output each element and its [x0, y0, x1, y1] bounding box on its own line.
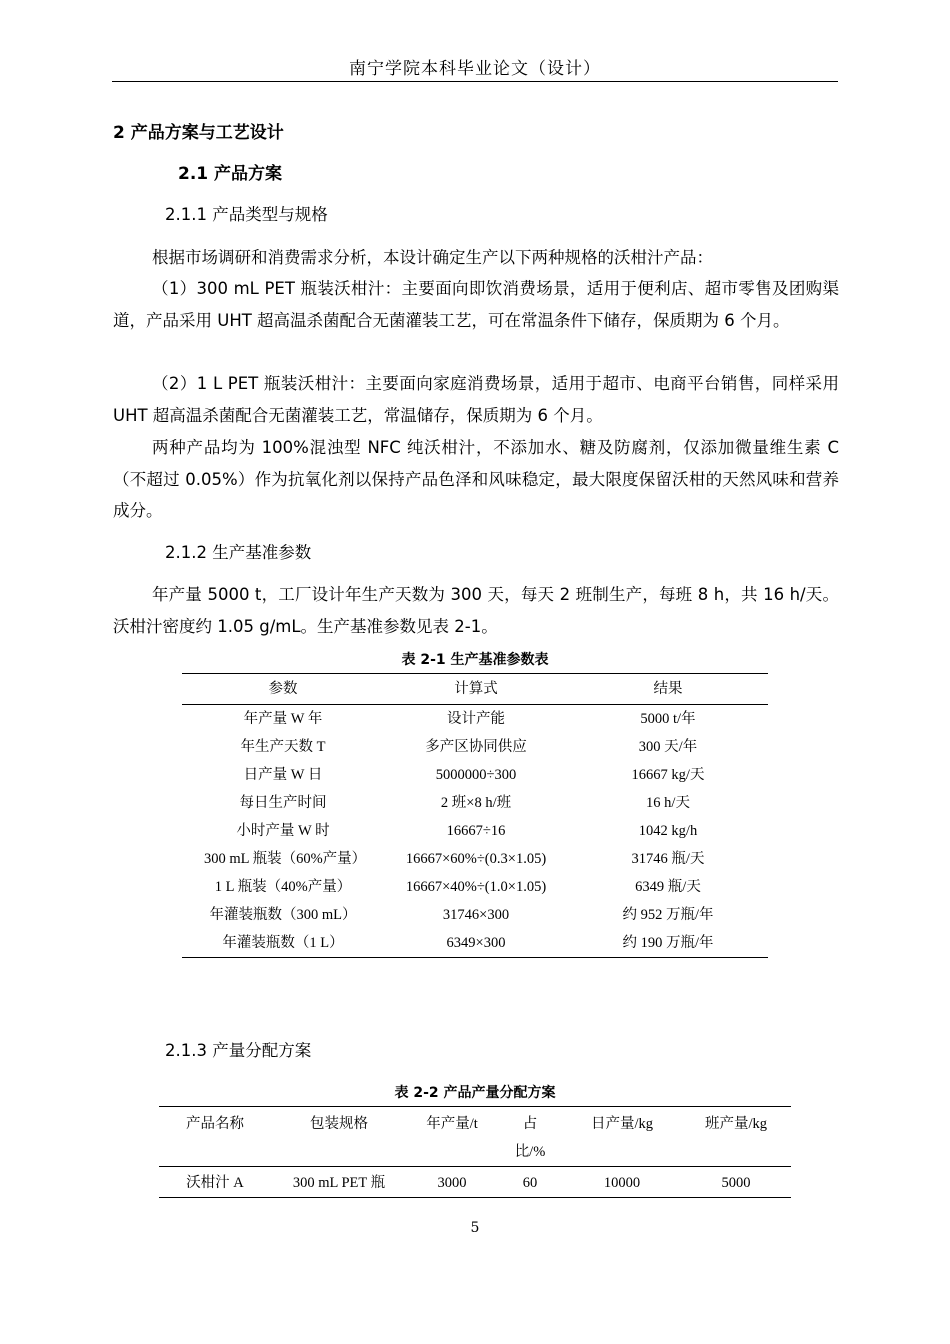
table-cell: 5000000÷300 — [435, 767, 517, 783]
section-heading: 2.1 产品方案 — [178, 164, 283, 184]
table-row — [182, 929, 768, 958]
table-cell: 10000 — [603, 1175, 641, 1191]
table-cell: 小时产量 W 时 — [236, 823, 330, 839]
table-cell: 16667÷16 — [446, 823, 506, 839]
table-row — [159, 1167, 791, 1198]
table-cell: 5000 t/年 — [640, 711, 696, 727]
table2-caption: 表 2-2 产品产量分配方案 — [394, 1085, 556, 1101]
running-header: 南宁学院本科毕业论文（设计） — [349, 59, 601, 79]
chapter-heading: 2 产品方案与工艺设计 — [113, 123, 284, 143]
table-row — [182, 817, 768, 845]
table-row — [182, 789, 768, 817]
table-cell: 3000 — [437, 1175, 467, 1191]
paragraph-product-desc: 两种产品均为 100%混浊型 NFC 纯沃柑汁，不添加水、糖及防腐剂，仅添加微量维生素 C（不超过 0.05%）作为抗氧化剂以保持产品色泽和风味稳定，最大限度保留沃柑的天然风味和营养成分。 — [113, 438, 839, 520]
table-row — [182, 761, 768, 789]
table-cell: 16 h/天 — [646, 795, 690, 811]
table-cell: 每日生产时间 — [239, 795, 327, 811]
table-cell: 300 mL PET 瓶 — [292, 1175, 386, 1191]
subsection-heading-parameters: 2.1.2 生产基准参数 — [165, 543, 312, 562]
column-header: 包装规格 — [271, 1107, 407, 1167]
table-cell: 6349×300 — [446, 935, 506, 951]
table-cell: 日产量 W 日 — [243, 767, 323, 783]
table-cell: 2 班×8 h/班 — [440, 795, 512, 811]
table-cell: 31746×300 — [442, 907, 510, 923]
table-cell: 多产区协同供应 — [425, 739, 527, 755]
table-row — [182, 845, 768, 873]
column-header: 产品名称 — [159, 1107, 271, 1167]
table-cell: 约 952 万瓶/年 — [622, 907, 714, 923]
table-row — [182, 733, 768, 761]
paragraph-parameters: 年产量 5000 t，工厂设计年生产天数为 300 天，每天 2 班制生产，每班 8 h，共 16 h/天。沃柑汁密度约 1.05 g/mL。生产基准参数见表 2-1。 — [113, 585, 839, 636]
table-cell: 1042 kg/h — [638, 823, 698, 839]
table-cell: 6349 瓶/天 — [635, 879, 701, 895]
table-header-row — [182, 674, 768, 705]
column-header: 日产量/kg — [563, 1107, 681, 1167]
table-cell: 16667×40%÷(1.0×1.05) — [405, 879, 547, 895]
paragraph-1l: （2）1 L PET 瓶装沃柑汁：主要面向家庭消费场景，适用于超市、电商平台销售，同样采用 UHT 超高温杀菌配合无菌灌装工艺，常温储存，保质期为 6 个月。 — [113, 374, 839, 425]
table-cell: 年产量 W 年 — [243, 711, 323, 727]
table-cell: 60 — [522, 1175, 538, 1191]
table-cell: 1 L 瓶装（40%产量） — [214, 879, 352, 895]
table-cell: 16667×60%÷(0.3×1.05) — [405, 851, 547, 867]
table-cell: 年灌装瓶数（300 mL） — [209, 907, 357, 923]
column-header: 计算式 — [384, 674, 568, 705]
table-cell: 16667 kg/天 — [631, 767, 705, 783]
table-cell: 300 天/年 — [638, 739, 698, 755]
table-cell: 年生产天数 T — [240, 739, 326, 755]
table-cell: 5000 — [721, 1175, 751, 1191]
table-row — [182, 901, 768, 929]
column-header: 班产量/kg — [681, 1107, 791, 1167]
column-header: 年产量/t — [407, 1107, 497, 1167]
paragraph-intro: 根据市场调研和消费需求分析，本设计确定生产以下两种规格的沃柑汁产品： — [152, 248, 713, 267]
table-cell: 年灌装瓶数（1 L） — [222, 935, 344, 951]
table-cell: 设计产能 — [447, 711, 505, 727]
column-header: 结果 — [568, 674, 768, 705]
paragraph-300ml: （1）300 mL PET 瓶装沃柑汁：主要面向即饮消费场景，适用于便利店、超市零售及团购渠道，产品采用 UHT 超高温杀菌配合无菌灌装工艺，可在常温条件下储存，保质期为 6 个月。 — [113, 279, 839, 330]
subsection-heading-allocation: 2.1.3 产量分配方案 — [165, 1041, 312, 1060]
table-row — [182, 705, 768, 734]
page-number: 5 — [470, 1220, 480, 1236]
table-cell: 沃柑汁 A — [186, 1175, 244, 1191]
column-header: 占比/% — [497, 1107, 563, 1167]
table-cell: 约 190 万瓶/年 — [622, 935, 714, 951]
table-row — [182, 873, 768, 901]
table1-caption: 表 2-1 生产基准参数表 — [401, 652, 549, 668]
table-cell: 300 mL 瓶装（60%产量） — [204, 851, 367, 867]
subsection-heading-product-types: 2.1.1 产品类型与规格 — [165, 205, 328, 224]
column-header: 参数 — [182, 674, 384, 705]
production-allocation-table — [159, 1106, 791, 1198]
table-cell: 31746 瓶/天 — [631, 851, 705, 867]
header-rule — [112, 81, 838, 82]
table-header-row — [159, 1107, 791, 1167]
production-parameters-table — [182, 673, 768, 958]
